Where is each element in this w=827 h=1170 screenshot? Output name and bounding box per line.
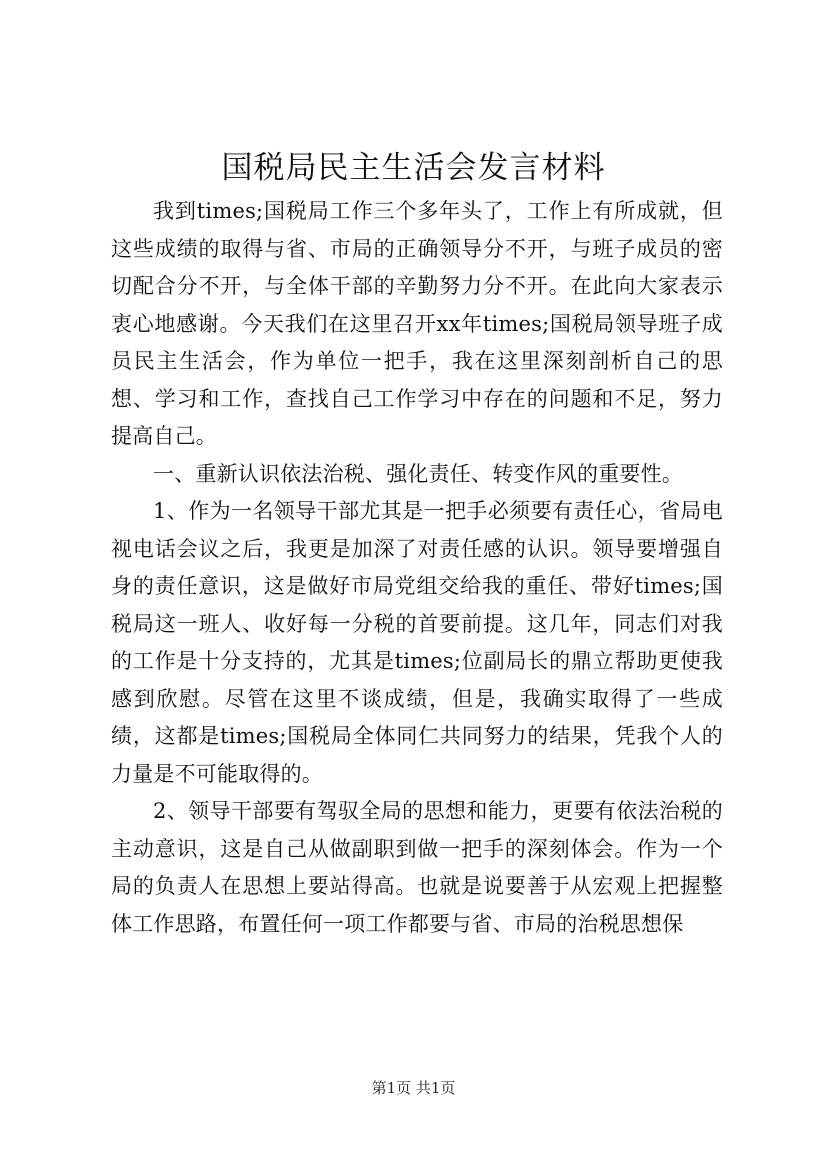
page-footer: 第1页 共1页 (371, 1079, 456, 1097)
paragraph-section-heading: 一、重新认识依法治税、强化责任、转变作风的重要性。 (153, 461, 683, 486)
paragraph-point-1: 1、作为一名领导干部尤其是一把手必须要有责任心，省局电视电话会议之后，我更是加深了对责任感的认识。领导要增强自身的责任意识，这是做好市局党组交给我的重任、带好times;国税局这一班人、收好每一分税的首要前提。这几年，同志们对我的工作是十分支持的，尤其是times;位副局长的鼎立帮助更使我感到欣慰。尽管在这里不谈成绩，但是，我确实取得了一些成绩，这都是times;国税局全体同仁共同努力的结果，凭我个人的力量是不可能取得的。 (111, 499, 723, 786)
document-body (111, 193, 723, 943)
paragraph-intro: 我到times;国税局工作三个多年头了，工作上有所成就，但这些成绩的取得与省、市局的正确领导分不开，与班子成员的密切配合分不开，与全体干部的辛勤努力分不开。在此向大家表示衷心地感谢。今天我们在这里召开xx年times;国税局领导班子成员民主生活会，作为单位一把手，我在这里深刻剖析自己的思想、学习和工作，查找自己工作学习中存在的问题和不足，努力提高自己。 (111, 199, 723, 448)
paragraph-point-2: 2、领导干部要有驾驭全局的思想和能力，更要有依法治税的主动意识，这是自己从做副职到做一把手的深刻体会。作为一个局的负责人在思想上要站得高。也就是说要善于从宏观上把握整体工作思路，布置任何一项工作都要与省、市局的治税思想保 (111, 799, 723, 936)
document-title: 国税局民主生活会发言材料 (221, 150, 606, 186)
